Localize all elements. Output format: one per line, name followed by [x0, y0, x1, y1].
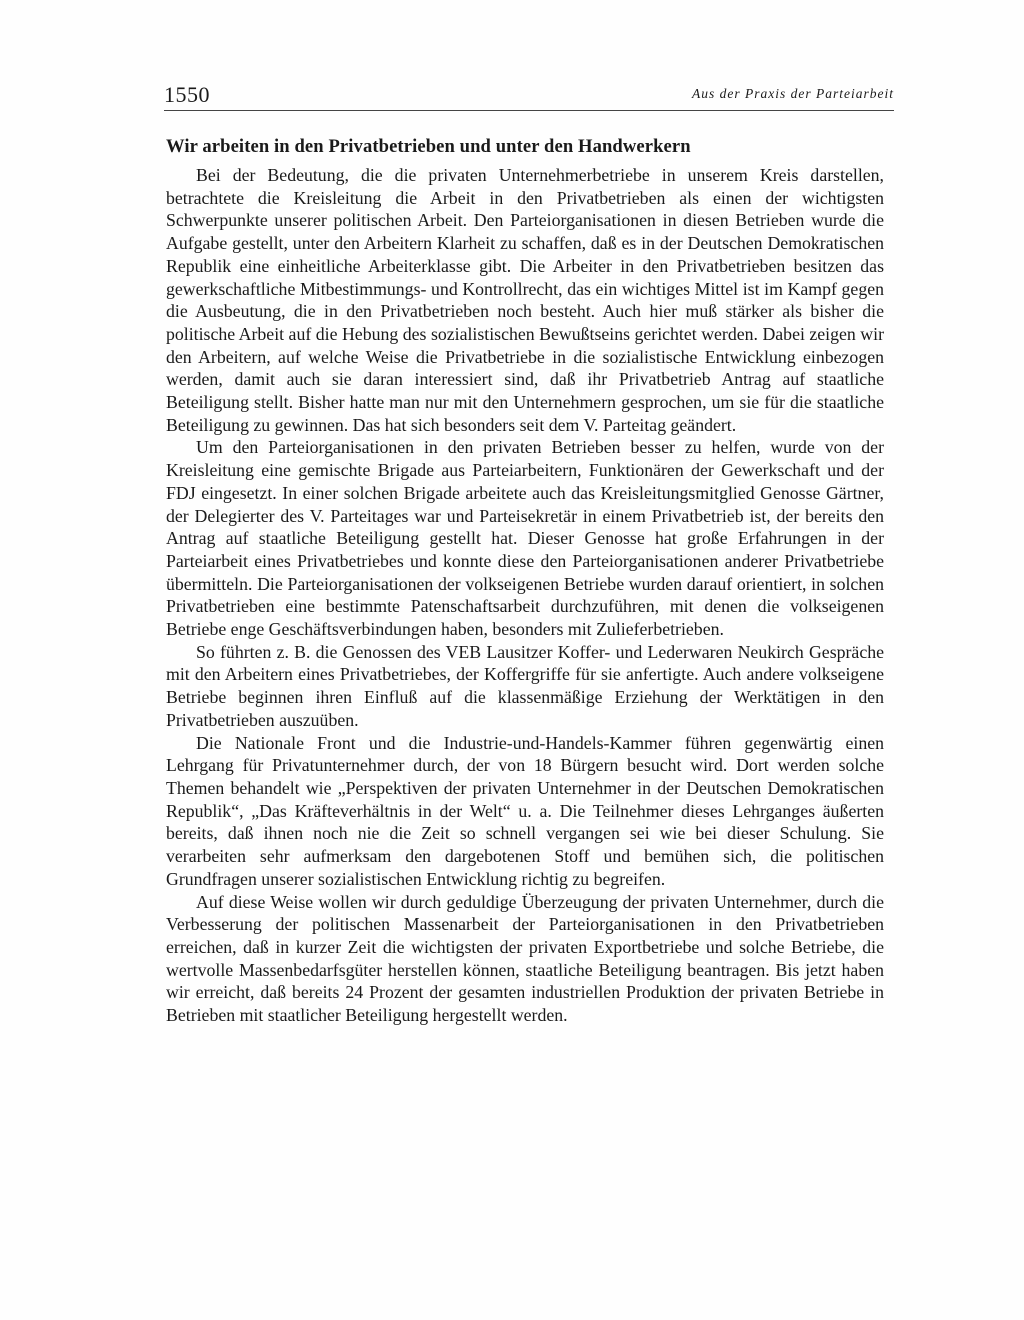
paragraph: Die Nationale Front und die Industrie-und-Handels-Kammer führen gegenwärtig einen Lehrgang für Privatunternehmer durch, der von 18 Bürgern besucht wird. Dort werden solche Themen behandelt wie „Perspektiven der privaten Unternehmer in der Deutschen Demokratischen Republik“, „Das Kräfteverhältnis in der Welt“ u. a. Die Teilnehmer dieses Lehrganges äußerten bereits, daß ihnen noch nie die Zeit so schnell vergangen sei wie bei dieser Schulung. Sie verarbeiten sehr aufmerksam den dargebotenen Stoff und bemühen sich, die politischen Grundfragen unserer sozialistischen Entwicklung richtig zu begreifen.: [166, 732, 884, 889]
header-rule: [164, 110, 894, 111]
paragraph: Um den Parteiorganisationen in den privaten Betrieben besser zu helfen, wurde von der Kreisleitung eine gemischte Brigade aus Parteiarbeitern, Funktionären der Gewerkschaft und der FDJ eingesetzt. In einer solchen Brigade arbeitete auch das Kreisleitungsmitglied Genosse Gärtner, der Delegierter des V. Parteitages war und Parteisekretär in einem Privatbetrieb ist, der bereits den Antrag auf staatliche Beteiligung gestellt hat. Dieser Genosse hat große Erfahrungen in der Parteiarbeit eines Privatbetriebes und konnte diese den Parteiorganisationen anderer Privatbetriebe übermitteln. Die Parteiorganisationen der volkseigenen Betriebe wurden darauf orientiert, in solchen Privatbetrieben eine bestimmte Patenschaftsarbeit durchzuführen, mit denen die volkseigenen Betriebe enge Geschäftsverbindungen haben, besonders mit Zulieferbetrieben.: [166, 437, 884, 640]
article-body: [166, 164, 884, 1027]
page-header: [164, 78, 894, 112]
page-number: 1550: [164, 82, 210, 107]
article-title: Wir arbeiten in den Privatbetrieben und unter den Handwerkern: [166, 136, 691, 157]
paragraph: So führten z. B. die Genossen des VEB Lausitzer Koffer- und Lederwaren Neukirch Gespräche mit den Arbeitern eines Privatbetriebes, der Koffergriffe für sie anfertigte. Auch andere volkseigene Betriebe beginnen ihren Einfluß auf die klassenmäßige Erziehung der Werktätigen in den Privatbetrieben auszuüben.: [166, 641, 884, 730]
running-head: Aus der Praxis der Parteiarbeit: [692, 86, 894, 101]
paragraph: Auf diese Weise wollen wir durch geduldige Überzeugung der privaten Unternehmer, durch die Verbesserung der politischen Massenarbeit der Parteiorganisationen in den Privatbetrieben erreichen, daß in kurzer Zeit die wichtigsten der privaten Exportbetriebe und solche Betriebe, die wertvolle Massenbedarfsgüter herstellen können, staatliche Beteiligung beantragen. Bis jetzt haben wir erreicht, daß bereits 24 Prozent der gesamten industriellen Produktion der privaten Betriebe in Betrieben mit staatlicher Beteiligung hergestellt werden.: [166, 891, 884, 1026]
paragraph: Bei der Bedeutung, die die privaten Unternehmerbetriebe in unserem Kreis darstellen, betrachtete die Kreisleitung die Arbeit in den Privatbetrieben als einen der wichtigsten Schwerpunkte unserer politischen Arbeit. Den Parteiorganisationen in diesen Betrieben wurde die Aufgabe gestellt, unter den Arbeitern Klarheit zu schaffen, daß es in der Deutschen Demokratischen Republik eine einheitliche Arbeiterklasse gibt. Die Arbeiter in den Privatbetrieben besitzen das gewerkschaftliche Mitbestimmungs- und Kontrollrecht, das ein wichtiges Mittel ist im Kampf gegen die Ausbeutung, die in den Privatbetrieben noch besteht. Auch hier muß stärker als bisher die politische Arbeit auf die Hebung des sozialistischen Bewußtseins gerichtet werden. Dabei zeigen wir den Arbeitern, auf welche Weise die Privatbetriebe in die sozialistische Entwicklung einbezogen werden, damit auch sie daran interessiert sind, daß ihr Privatbetrieb Antrag auf staatliche Beteiligung stellt. Bisher hatte man nur mit den Unternehmern gesprochen, um sie für die staatliche Beteiligung zu gewinnen. Das hat sich besonders seit dem V. Parteitag geändert.: [166, 165, 884, 435]
